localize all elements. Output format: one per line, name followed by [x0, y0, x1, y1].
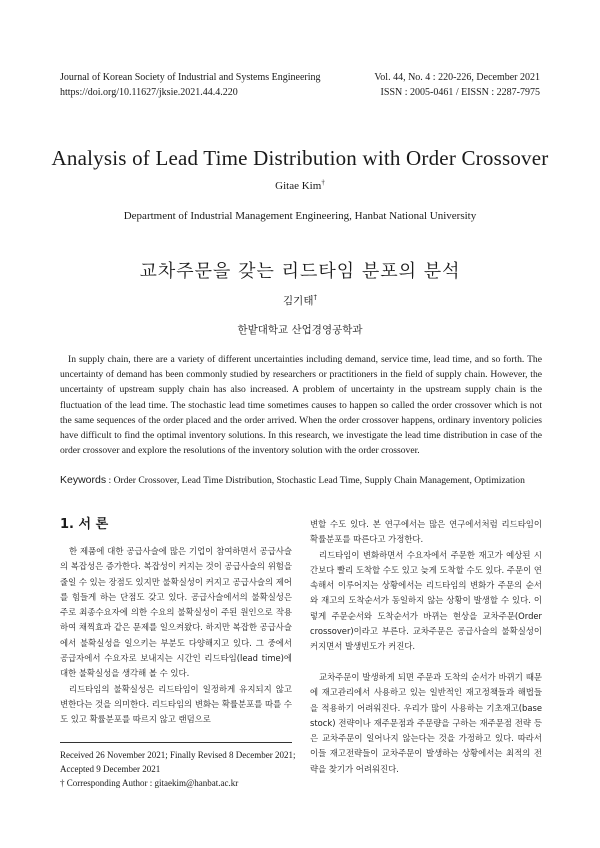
author-korean — [0, 293, 600, 308]
footnote-divider — [60, 742, 292, 743]
paragraph: 교차주문이 발생하게 되면 주문과 도착의 순서가 바뀌기 때문에 재고관리에서 사용하고 있는 일반적인 재고정책들과 해법들을 적용하기 어려워진다. 우리가 많이 사용하는 기초재고(base stock) 전략이나 재주문점과 주문량을 구하는 재주문점 전략 등은 교차주문이 일어나지 않는다는 것을 가정하고 있다. 따라서 이들 재고전략들이 교차주문이 발생하는 상황에서는 최적의 전략을 찾기가 어려워진다. — [310, 671, 542, 774]
received-date: Received 26 November 2021; Finally Revised 8 December 2021; — [60, 750, 296, 760]
running-header-left — [60, 70, 321, 100]
affiliation-korean: 한밭대학교 산업경영공학과 — [237, 324, 363, 336]
left-column — [60, 544, 292, 728]
corresponding-mark-korean: † — [313, 293, 317, 302]
paragraph: 리드타임의 불확실성은 리드타임이 일정하게 유지되지 않고 변한다는 것을 의미한다. 리드타임의 변화는 확률분포를 따를 수도 있고 확률분포를 따르지 않고 랜덤으로 — [60, 683, 292, 725]
corresponding-author[interactable]: † Corresponding Author : gitaekim@hanbat.ac.kr — [60, 778, 239, 788]
affiliation-english: Department of Industrial Management Engineering, Hanbat National University — [123, 210, 477, 222]
issn-info: ISSN : 2005-0461 / EISSN : 2287-7975 — [380, 87, 540, 98]
paragraph: 리드타임이 변화하면서 수요자에서 주문한 재고가 예상된 시간보다 빨리 도착할 수도 있고 늦게 도착할 수도 있다. 주문이 연속해서 이루어지는 상황에서는 리드타임의 변화가 주문의 순서와 재고의 도착순서가 동일하지 않는 상황이 발생할 수 있다. 이렇게 주문순서와 도착순서가 바뀌는 현상을 교차주문(Order crossover)이라고 부른다. 교차주문은 공급사슬의 불확실성이 커지면서 발생빈도가 커진다. — [310, 549, 542, 652]
right-column — [310, 517, 542, 777]
doi-link[interactable]: https://doi.org/10.11627/jksie.2021.44.4.220 — [60, 87, 238, 98]
paper-title-english: Analysis of Lead Time Distribution with Order Crossover — [51, 146, 549, 170]
keywords — [60, 473, 542, 488]
author-english — [0, 180, 600, 192]
paragraph: 한 제품에 대한 공급사슬에 많은 기업이 참여하면서 공급사슬의 복잡성은 증가한다. 복잡성이 커지는 것이 공급사슬의 위험을 줄일 수 있는 장점도 있지만 불확실성이 커지고 공급사슬의 제어를 힘들게 하는 단점도 갖고 있다. 공급사슬에서의 불확실성은 주로 최종수요자에 의한 수요의 불확실성이 주된 원인으로 작용하여 채찍효과 같은 문제를 일으켜왔다. 하지만 복잡한 공급사슬에서 불확실성을 일으키는 부분도 다양해지고 있다. 그 중에서 공급자에서 수요자로 보내지는 시간인 리드타임(lead time)에 대한 불확실성을 생각해 볼 수 있다. — [60, 546, 292, 679]
volume-info: Vol. 44, No. 4 : 220-226, December 2021 — [374, 72, 540, 83]
accepted-date: Accepted 9 December 2021 — [60, 764, 161, 774]
author-korean-name: 김기태 — [283, 295, 314, 307]
section-heading-introduction: 1. 서 론 — [60, 517, 109, 532]
paper-title-korean: 교차주문을 갖는 리드타임 분포의 분석 — [139, 261, 461, 282]
keywords-list: : Order Crossover, Lead Time Distribution, Stochastic Lead Time, Supply Chain Management, Optimization — [108, 475, 525, 486]
abstract: In supply chain, there are a variety of different uncertainties including demand, service time, lead time, and so forth. The uncertainty of demand has been commonly studied by researchers or practitioners in the field of supply chain. However, the uncertainty of upstream supply chain has also increased. A problem of uncertainty in the upstream supply chain is the fluctuation of the lead time. The stochastic lead time sometimes causes to happen so called the order crossover which is not the same sequences of the order placed and the order arrived. When the order crossover happens, ordinary inventory policies have difficult to find the optimal inventory solutions. In this research, we investigate the lead time distribution in case of the order crossover and explore the resolutions of the inventory solution with the order crossover. — [60, 354, 542, 457]
footnotes — [60, 748, 296, 790]
keywords-label: Keywords — [60, 474, 107, 486]
author-english-name: Gitae Kim — [275, 180, 322, 192]
paragraph: 변할 수도 있다. 본 연구에서는 많은 연구에서처럼 리드타임이 확률분포를 따른다고 가정한다. — [310, 519, 542, 545]
journal-name: Journal of Korean Society of Industrial and Systems Engineering — [60, 72, 321, 83]
running-header-right — [374, 70, 540, 100]
corresponding-mark: † — [321, 178, 325, 187]
